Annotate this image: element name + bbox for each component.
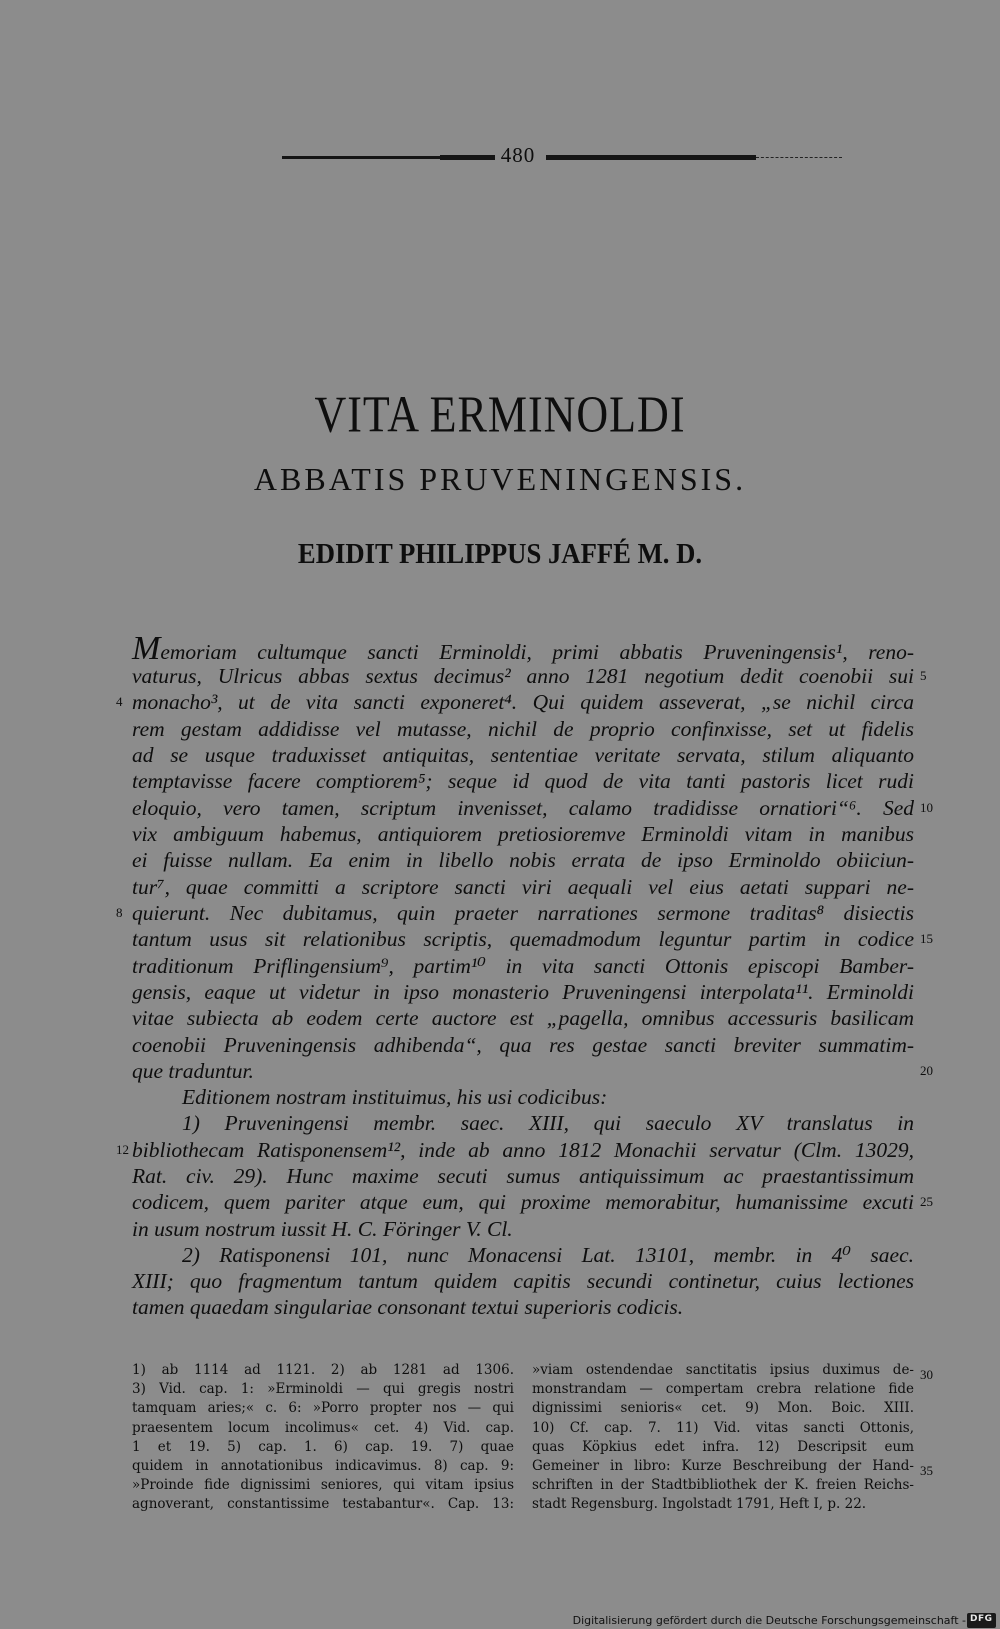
body-line: vix ambiguum habemus, antiquiorem pretiosioremve Erminoldi vitam in manibus <box>132 822 914 846</box>
body-line: traditionum Priflingensium⁹, partim¹⁰ in vita sancti Ottonis episcopi Bamber- <box>132 954 914 978</box>
body-line: quierunt. Nec dubitamus, quin praeter narrationes sermone traditas⁸ disiectis <box>132 901 914 925</box>
body-line: tamen quaedam singulariae consonant textui superioris codicis. <box>132 1295 684 1319</box>
body-line: Editionem nostram instituimus, his usi codicibus: <box>182 1085 608 1109</box>
body-line: codicem, quem pariter atque eum, qui proxime memorabitur, humanissime excuti <box>132 1190 914 1214</box>
body-line: vaturus, Ulricus abbas sextus decimus² anno 1281 negotium dedit coenobii sui <box>132 664 914 688</box>
body-line: Rat. civ. 29). Hunc maxime secuti sumus antiquissimum ac praestantissimum <box>132 1164 914 1188</box>
footnote-line: monstrandam — compertam crebra relatione fide <box>532 1381 914 1397</box>
body-line: coenobii Pruveningensis adhibenda“, qua res gestae sancti breviter summatim- <box>132 1033 914 1057</box>
body-line: vitae subiecta ab eodem certe auctore est „pagella, omnibus accessuris basilicam <box>132 1006 914 1030</box>
body-line: XIII; quo fragmentum tantum quidem capitis secundi continetur, cuius lectiones <box>132 1269 914 1293</box>
body-line: temptavisse facere comptiorem⁵; seque id quod de vita tanti pastoris licet rudi <box>132 769 914 793</box>
header-rule-left-taper <box>440 155 495 160</box>
footnote-line: quas Köpkius edet infra. 12) Descripsit eum <box>532 1439 914 1455</box>
footnote-line: 10) Cf. cap. 7. 11) Vid. vitas sancti Ottonis, <box>532 1420 914 1436</box>
body-line: bibliothecam Ratisponensem¹², inde ab anno 1812 Monachii servatur (Clm. 13029, <box>132 1138 914 1162</box>
body-line: monacho³, ut de vita sancti exponeret⁴. Qui quidem asseverat, „se nichil circa <box>132 690 914 714</box>
line-number-right: 15 <box>920 931 933 946</box>
header-rule-right-tail <box>756 157 842 158</box>
footnote-line: dignissimi senioris« cet. 9) Mon. Boic. XIII. <box>532 1400 914 1416</box>
footnote-line: 1 et 19. 5) cap. 1. 6) cap. 19. 7) quae <box>132 1439 514 1455</box>
page-number: 480 <box>500 143 536 167</box>
header-rule-right <box>546 155 756 160</box>
body-line: in usum nostrum iussit H. C. Föringer V. Cl. <box>132 1217 513 1241</box>
footnote-line: stadt Regensburg. Ingolstadt 1791, Heft I, p. 22. <box>532 1496 867 1512</box>
body-line: rem gestam addidisse vel mutasse, nichil de proprio confinxisse, set ut fidelis <box>132 717 914 741</box>
dfg-logo <box>967 1613 996 1628</box>
document-title: VITA ERMINOLDI <box>314 385 686 444</box>
footnote-line: »Proinde fide dignissimi seniores, qui vitam ipsius <box>132 1477 514 1493</box>
dfg-footer-text: Digitalisierung gefördert durch die Deutsche Forschungsgemeinschaft - <box>572 1614 966 1627</box>
editor-line: EDIDIT PHILIPPUS JAFFÉ M. D. <box>297 538 703 570</box>
body-line: eloquio, vero tamen, scriptum invenisset, calamo tradidisse ornatiori“⁶. Sed <box>132 796 914 820</box>
body-line: tantum usus sit relationibus scriptis, quemadmodum leguntur partim in codice <box>132 927 914 951</box>
line-number-right: 20 <box>920 1063 933 1078</box>
body-line: ad se usque traduxisset antiquitas, sententiae veritate servata, stilum aliquanto <box>132 743 914 767</box>
footnote-line: 3) Vid. cap. 1: »Erminoldi — qui gregis nostri <box>132 1381 514 1397</box>
footnote-line: Gemeiner in libro: Kurze Beschreibung der Hand- <box>532 1458 914 1474</box>
body-line: 1) Pruveningensi membr. saec. XIII, qui saeculo XV translatus in <box>182 1111 914 1135</box>
footnote-line: »viam ostendendae sanctitatis ipsius duximus de- <box>532 1362 914 1378</box>
body-line: que traduntur. <box>132 1059 254 1083</box>
body-line: ei fuisse nullam. Ea enim in libello nobis errata de ipso Erminoldo obiiciun- <box>132 848 914 872</box>
body-line: tur⁷, quae committi a scriptore sancti viri aequali vel eius aetati suppari ne- <box>132 875 914 899</box>
line-number-left: 4 <box>116 694 123 709</box>
line-number-left: 12 <box>116 1142 129 1157</box>
line-number-left: 8 <box>116 905 123 920</box>
document-subtitle: ABBATIS PRUVENINGENSIS. <box>253 461 747 497</box>
footnote-line: tamquam aries;« c. 6: »Porro propter nos — qui <box>132 1400 514 1416</box>
line-number-right: 10 <box>920 800 933 815</box>
footnote-line: agnoverant, constantissime testabantur«. Cap. 13: <box>132 1496 514 1512</box>
footnote-line: praesentem locum incolimus« cet. 4) Vid. cap. <box>132 1420 514 1436</box>
footnote-line: quidem in annotationibus indicavimus. 8) cap. 9: <box>132 1458 514 1474</box>
footnote-line: schriften in der Stadtbibliothek der K. freien Reichs- <box>532 1477 914 1493</box>
line-number-right: 25 <box>920 1194 933 1209</box>
body-line: gensis, eaque ut videtur in ipso monasterio Pruveningensi interpolata¹¹. Erminoldi <box>132 980 914 1004</box>
line-number-right: 5 <box>920 668 927 683</box>
dfg-logo-label: DFG <box>970 1614 993 1624</box>
footnote-line-number: 30 <box>920 1367 933 1382</box>
footnote-line-number: 35 <box>920 1463 933 1478</box>
body-line: 2) Ratisponensi 101, nunc Monacensi Lat. 13101, membr. in 4⁰ saec. <box>182 1243 914 1267</box>
body-line: Memoriam cultumque sancti Erminoldi, primi abbatis Pruveningensis¹, reno- <box>132 630 914 667</box>
footnote-line: 1) ab 1114 ad 1121. 2) ab 1281 ad 1306. <box>132 1362 514 1378</box>
